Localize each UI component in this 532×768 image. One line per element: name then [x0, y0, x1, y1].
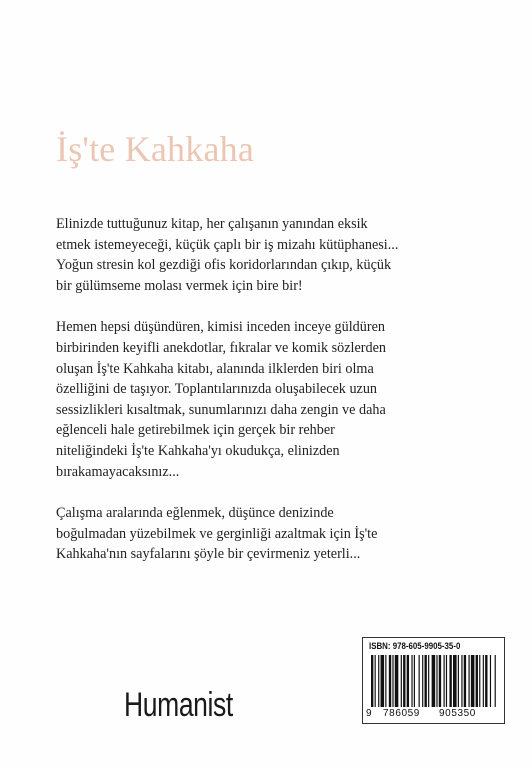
barcode-bar	[381, 655, 385, 707]
barcode-bar	[411, 655, 412, 707]
barcode-bar	[403, 655, 405, 707]
barcode-bar	[439, 655, 441, 707]
barcode-bar	[422, 655, 423, 707]
barcode-bar	[389, 655, 391, 707]
barcode-bar	[458, 655, 459, 707]
barcode-bar	[495, 655, 496, 707]
barcode-bar	[395, 655, 399, 707]
barcode-first-digit: 9	[366, 708, 372, 719]
blurb	[56, 214, 496, 586]
blurb-paragraph-1: Elinizde tuttuğunuz kitap, her çalışanın yanından eksik etmek istemeyeceği, küçük çaplı bir iş mizahı kütüphanesi... Yoğun stresin kol gezdiği ofis koridorlarından çıkıp, küçük bir gülümseme molası vermek için bire bir!	[56, 216, 399, 294]
barcode-bar	[490, 655, 491, 707]
barcode-bar	[407, 655, 409, 707]
barcode-bar	[461, 655, 462, 707]
publisher-logo: Humanist	[124, 686, 233, 724]
barcode-bar	[444, 655, 445, 707]
barcode-bar	[414, 655, 415, 707]
barcode-bar	[436, 655, 437, 707]
barcode-bar	[432, 655, 436, 707]
barcode-right-group: 905350	[439, 708, 476, 719]
barcode-bar	[468, 655, 469, 707]
barcode-bar	[385, 655, 386, 707]
barcode-bar	[419, 655, 420, 707]
barcode-bar	[428, 655, 429, 707]
barcode-bars	[371, 655, 497, 707]
isbn-label: ISBN: 978-605-9905-35-0	[369, 641, 461, 651]
barcode-bar	[392, 655, 393, 707]
barcode-bar	[479, 655, 480, 707]
blurb-paragraph-3: Çalışma aralarında eğlenmek, düşünce denizinde boğulmadan yüzebilmek ve gerginliği azaltmak için İş'te Kahkaha'nın sayfalarını şöyle bir çevirmeniz yeterli...	[56, 505, 378, 563]
barcode-bar	[401, 655, 402, 707]
isbn-barcode	[362, 637, 505, 724]
barcode-bar	[378, 655, 379, 707]
barcode-bar	[446, 655, 447, 707]
barcode-left-group: 786059	[383, 708, 420, 719]
book-title: İş'te Kahkaha	[56, 129, 254, 169]
barcode-bar	[485, 655, 487, 707]
barcode-digits	[363, 708, 504, 722]
barcode-bar	[371, 655, 373, 707]
barcode-bar	[424, 655, 426, 707]
barcode-bar	[483, 655, 484, 707]
barcode-bar	[453, 655, 457, 707]
barcode-bar	[476, 655, 478, 707]
barcode-bar	[375, 655, 376, 707]
blurb-paragraph-2: Hemen hepsi düşündüren, kimisi inceden inceye güldüren birbirinden keyifli anekdotlar, fıkralar ve komik sözlerden oluşan İş'te Kahkaha kitabı, alanında ilklerden biri olma özelliğini de taşıyor. Toplantılarınızda oluşabilecek uzun sessizlikleri kısaltmak, sunumlarınızı daha zengin ve daha eğlenceli hale getirebilmek için gerçek bir rehber niteliğindeki İş'te Kahkaha'yı okudukça, elinizden bırakamayacaksınız...	[56, 319, 386, 480]
barcode-bar	[471, 655, 475, 707]
barcode-bar	[449, 655, 451, 707]
barcode-bar	[464, 655, 466, 707]
